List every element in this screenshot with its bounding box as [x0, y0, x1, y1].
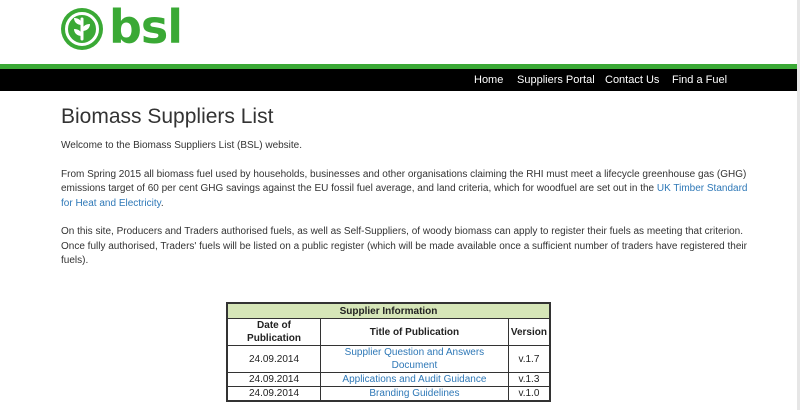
- page-title: Biomass Suppliers List: [61, 105, 274, 128]
- nav-suppliers-portal[interactable]: Suppliers Portal: [517, 74, 595, 86]
- bsl-logo[interactable]: [60, 0, 183, 54]
- supplier-information-table: [226, 302, 551, 402]
- row-title-cell: [321, 387, 509, 402]
- header-date: Date of Publication: [227, 319, 321, 346]
- registration-paragraph: On this site, Producers and Traders authorised fuels, as well as Self-Suppliers, of woody biomass can apply to register their fuels as meeting that criterion. Once fully authorised, Traders' fuels will be listed on a public register (which will be made available once a sufficient number of traders have registered their fuels).: [61, 226, 747, 266]
- nav-home[interactable]: Home: [474, 74, 504, 86]
- table-row: [227, 387, 550, 402]
- header-title: Title of Publication: [321, 319, 509, 346]
- row-date: 24.09.2014: [227, 346, 321, 373]
- row-version: v.1.0: [508, 387, 550, 402]
- row-title-cell: [321, 346, 509, 373]
- nav-contact-us[interactable]: Contact Us: [605, 74, 660, 86]
- row-version: v.1.3: [508, 373, 550, 387]
- table-row: [227, 346, 550, 373]
- header-version: Version: [508, 319, 550, 346]
- rhi-requirements-end: .: [160, 197, 164, 209]
- rhi-requirements-text: From Spring 2015 all biomass fuel used by households, businesses and other organisations claiming the RHI must meet a lifecycle greenhouse gas (GHG) emissions target of 60 per cent GHG savings against the EU fossil fuel average, and land criteria, which for woodfuel are set out in the: [61, 168, 747, 194]
- top-navigation: [0, 69, 800, 91]
- logo-text: bsl: [109, 0, 183, 54]
- row-date: 24.09.2014: [227, 373, 321, 387]
- applications-audit-guidance-link[interactable]: Applications and Audit Guidance: [342, 374, 487, 385]
- row-version: v.1.7: [508, 346, 550, 373]
- site-header: [0, 0, 800, 64]
- row-title-cell: [321, 373, 509, 387]
- table-row: [227, 373, 550, 387]
- row-date: 24.09.2014: [227, 387, 321, 402]
- welcome-text: Welcome to the Biomass Suppliers List (BSL) website.: [61, 140, 303, 151]
- leaf-circle-icon: [60, 7, 104, 51]
- uk-timber-standard-link[interactable]: UK Timber Standard for Heat and Electricity: [61, 183, 748, 209]
- nav-find-a-fuel[interactable]: Find a Fuel: [672, 74, 728, 86]
- main-content: [61, 104, 761, 269]
- branding-guidelines-link[interactable]: Branding Guidelines: [369, 388, 460, 399]
- table-caption: Supplier Information: [227, 303, 550, 319]
- supplier-qa-document-link[interactable]: Supplier Question and Answers Document: [344, 347, 485, 371]
- rhi-requirements-paragraph: [61, 168, 761, 212]
